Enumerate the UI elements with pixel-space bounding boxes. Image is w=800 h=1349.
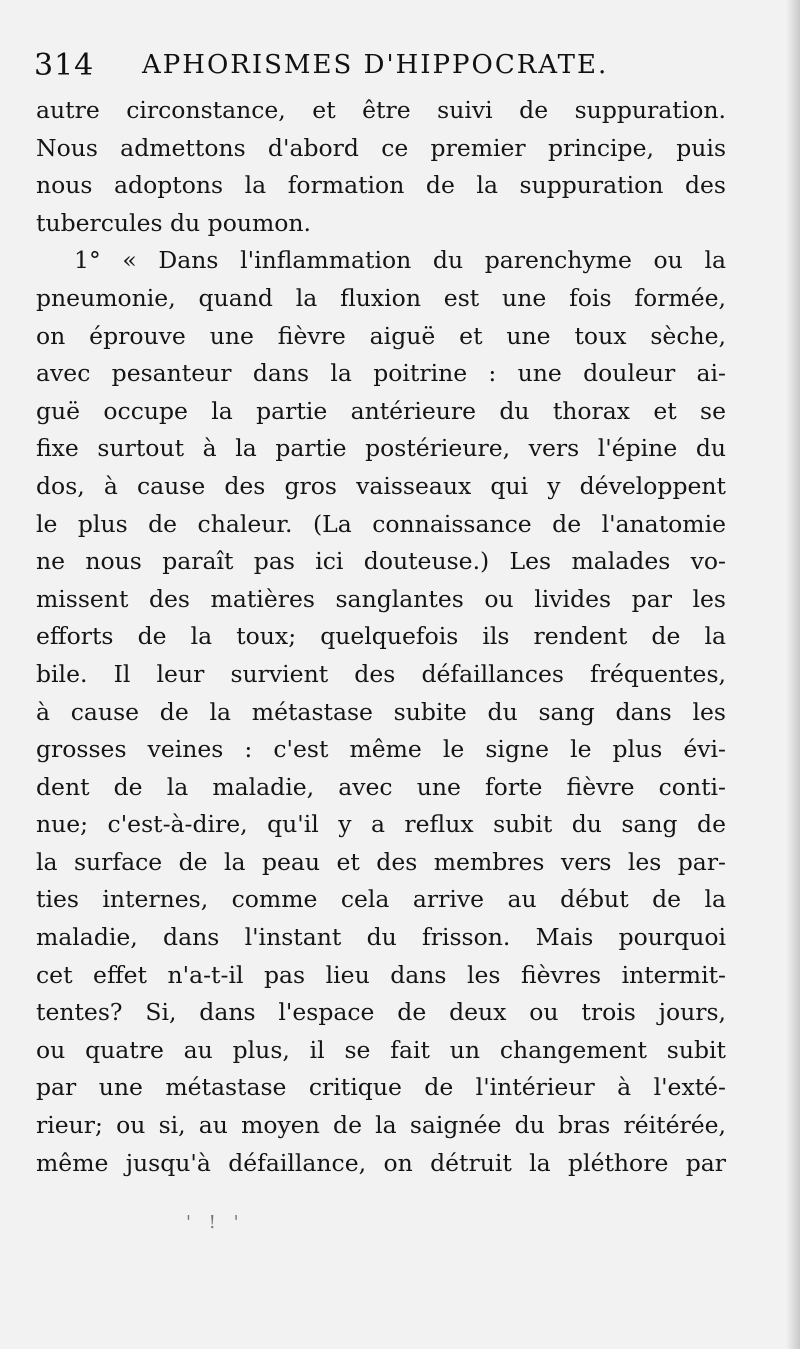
text-line: nous adoptons la formation de la suppuration des: [36, 171, 726, 200]
text-line: nue; c'est-à-dire, qu'il y a reflux subit du sang de: [36, 810, 726, 839]
text-line: avec pesanteur dans la poitrine : une douleur ai-: [36, 359, 726, 388]
print-specks: ' ! ': [186, 1212, 245, 1233]
text-line: autre circonstance, et être suivi de suppuration.: [36, 96, 726, 124]
text-line: ne nous paraît pas ici douteuse.) Les malades vo-: [36, 547, 726, 576]
text-line: cet effet n'a-t-il pas lieu dans les fièvres intermit-: [36, 960, 726, 989]
text-line: on éprouve une fièvre aiguë et une toux sèche,: [36, 321, 726, 350]
text-line: dos, à cause des gros vaisseaux qui y développent: [36, 471, 726, 500]
text-line: tubercules du poumon.: [36, 208, 312, 237]
text-line: fixe surtout à la partie postérieure, vers l'épine du: [36, 434, 726, 463]
text-line: ties internes, comme cela arrive au début de la: [36, 885, 726, 914]
text-line: le plus de chaleur. (La connaissance de l'anatomie: [36, 509, 726, 538]
text-line: guë occupe la partie antérieure du thorax et se: [36, 396, 726, 425]
text-line: ou quatre au plus, il se fait un changement subit: [36, 1035, 726, 1064]
text-line: à cause de la métastase subite du sang dans les: [36, 697, 726, 726]
text-line: rieur; ou si, au moyen de la saignée du bras réitérée,: [36, 1111, 726, 1140]
text-line: bile. Il leur survient des défaillances fréquentes,: [36, 659, 726, 688]
text-line: grosses veines : c'est même le signe le plus évi-: [36, 735, 726, 764]
body-text: [36, 92, 726, 1182]
text-line: missent des matières sanglantes ou livides par les: [36, 584, 726, 613]
text-line: efforts de la toux; quelquefois ils rendent de la: [36, 622, 726, 651]
text-line: dent de la maladie, avec une forte fièvre conti-: [36, 772, 726, 801]
running-head: APHORISMES D'HIPPOCRATE.: [142, 50, 609, 80]
text-line: Nous admettons d'abord ce premier principe, puis: [36, 133, 726, 162]
page-edge-shadow: [786, 0, 800, 1349]
text-line: maladie, dans l'instant du frisson. Mais pourquoi: [36, 923, 726, 952]
page-header: [34, 44, 754, 90]
text-line: la surface de la peau et des membres vers les par-: [36, 847, 726, 876]
text-line: même jusqu'à défaillance, on détruit la pléthore par: [36, 1148, 726, 1177]
text-line: 1° « Dans l'inflammation du parenchyme ou la: [74, 246, 726, 275]
page-number: 314: [34, 48, 95, 83]
text-line: par une métastase critique de l'intérieur à l'exté-: [36, 1073, 726, 1102]
text-line: tentes? Si, dans l'espace de deux ou trois jours,: [36, 998, 726, 1027]
text-line: pneumonie, quand la fluxion est une fois formée,: [36, 283, 726, 312]
